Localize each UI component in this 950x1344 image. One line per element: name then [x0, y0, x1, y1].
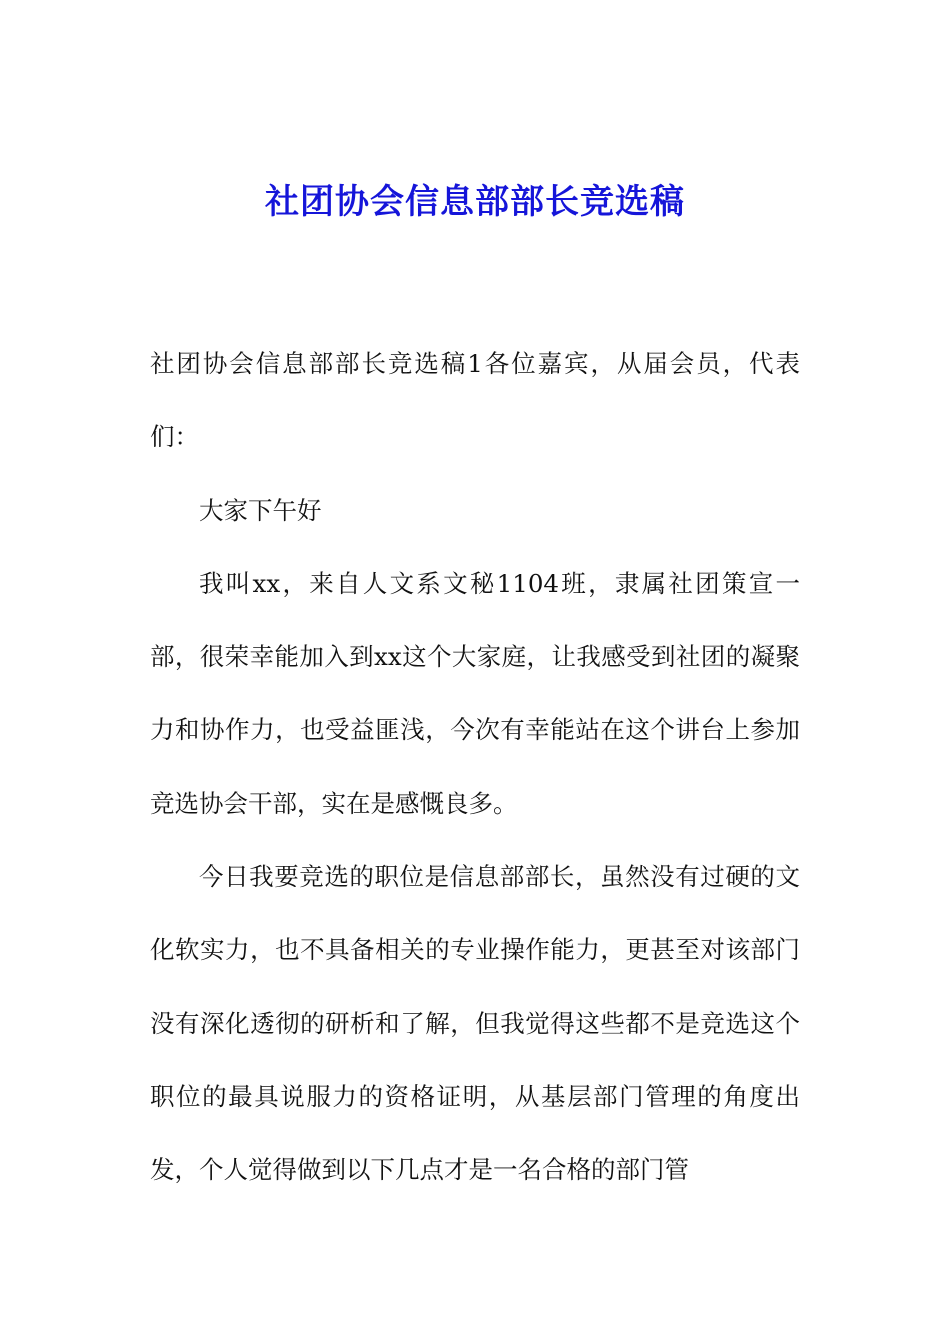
paragraph-position: 今日我要竞选的职位是信息部部长，虽然没有过硬的文化软实力，也不具备相关的专业操作能力，更甚至对该部门没有深化透彻的研析和了解，但我觉得这些都不是竞选这个职位的最具说服力的资格证明，从基层部门管理的角度出发，个人觉得做到以下几点才是一名合格的部门管	[150, 862, 800, 1185]
document-title: 社团协会信息部部长竞选稿	[265, 182, 685, 222]
paragraph-salutation: 社团协会信息部部长竞选稿1各位嘉宾，从届会员，代表们：	[150, 349, 800, 452]
document-body	[150, 327, 800, 1207]
paragraph-greeting: 大家下午好	[199, 495, 322, 525]
paragraph-introduction: 我叫xx，来自人文系文秘1104班，隶属社团策宣一部，很荣幸能加入到xx这个大家庭，让我感受到社团的凝聚力和协作力，也受益匪浅，今次有幸能站在这个讲台上参加竞选协会干部，实在是感慨良多。	[150, 568, 800, 818]
